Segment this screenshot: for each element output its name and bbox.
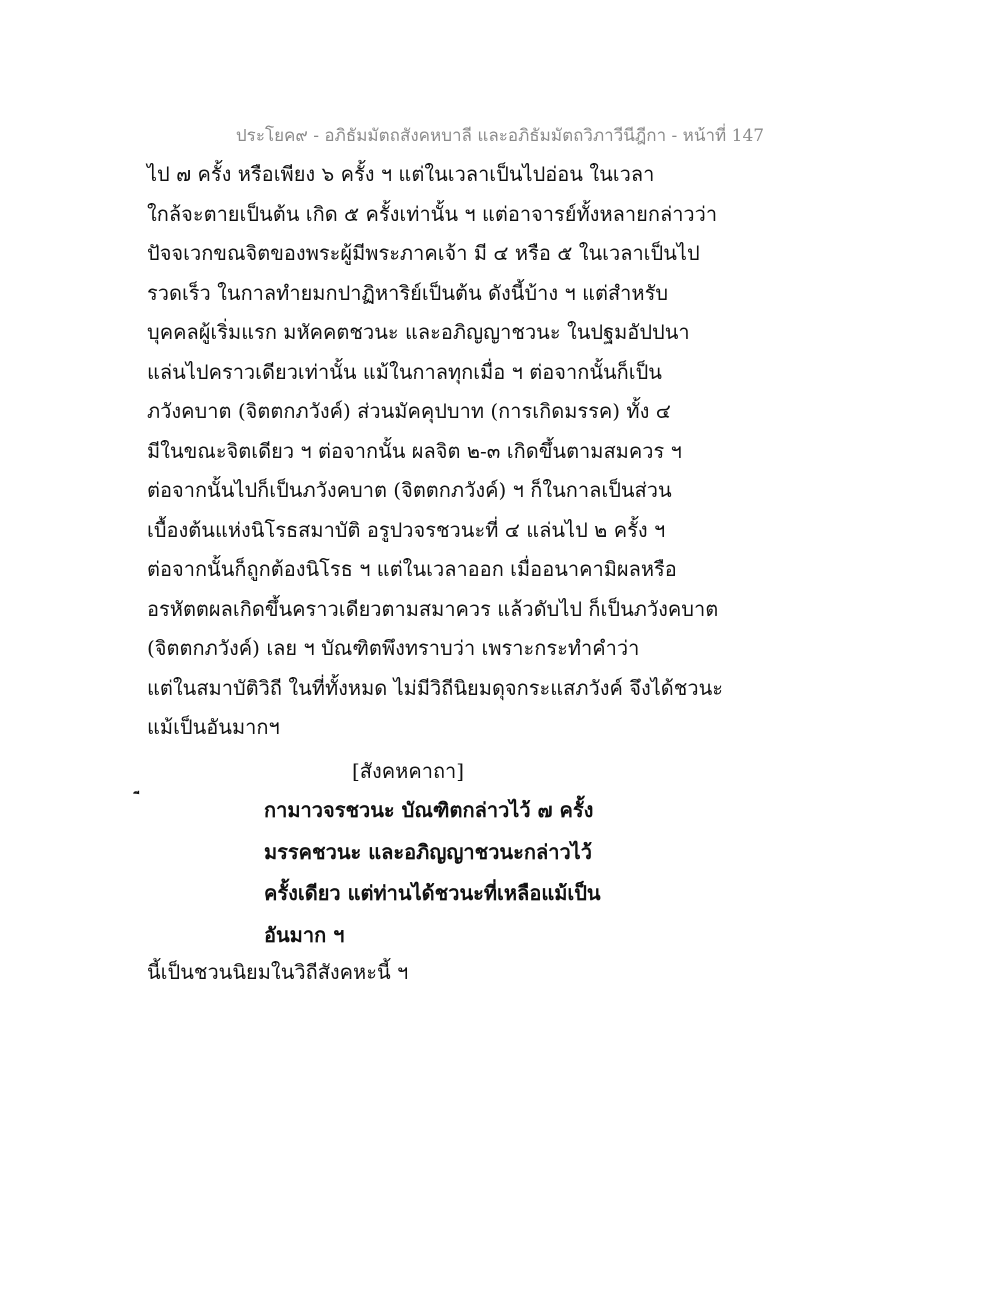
body-line: แต่ในสมาบัติวิถี ในที่ทั้งหมด ไม่มีวิถีนิยมดุจกระแสภวังค์ จึงได้ชวนะ [147, 675, 724, 700]
body-line: อรหัตตผลเกิดขึ้นคราวเดียวตามสมาควร แล้วดับไป ก็เป็นภวังคบาต [147, 596, 719, 621]
body-line: แม้เป็นอันมากฯ [147, 715, 280, 739]
body-line: ต่อจากนั้นก็ถูกต้องนิโรธ ฯ แต่ในเวลาออก เมื่ออนาคามิผลหรือ [147, 557, 677, 581]
body-line: ต่อจากนั้นไปก็เป็นภวังคบาต (จิตตกภวังค์) ฯ ก็ในกาลเป็นส่วน [147, 478, 672, 502]
body-line: ปัจจเวกขณจิตของพระผู้มีพระภาคเจ้า มี ๔ หรือ ๕ ในเวลาเป็นไป [147, 241, 700, 265]
verse-line: อันมาก ฯ [264, 922, 345, 947]
body-line: ใกล้จะตายเป็นต้น เกิด ๕ ครั้งเท่านั้น ฯ แต่อาจารย์ทั้งหลายกล่าวว่า [147, 201, 718, 226]
verse-line: ครั้งเดียว แต่ท่านได้ชวนะที่เหลือแม้เป็น [264, 881, 601, 905]
verse-line: มรรคชวนะ และอภิญญาชวนะกล่าวไว้ [264, 839, 592, 864]
body-line: บุคคลผู้เริ่มแรก มหัคคตชวนะ และอภิญญาชวนะ ในปฐมอัปปนา [147, 320, 690, 344]
body-line: (จิตตกภวังค์) เลย ฯ บัณฑิตพึงทราบว่า เพราะกระทำคำว่า [147, 636, 640, 660]
body-line: เบื้องต้นแห่งนิโรธสมาบัติ อรูปวจรชวนะที่ ๔ แล่นไป ๒ ครั้ง ฯ [147, 517, 666, 542]
body-line: ไป ๗ ครั้ง หรือเพียง ๖ ครั้ง ฯ แต่ในเวลาเป็นไปอ่อน ในเวลา [147, 162, 655, 186]
verse-block [264, 790, 664, 956]
body-line: แล่นไปคราวเดียวเท่านั้น แม้ในกาลทุกเมื่อ ฯ ต่อจากนั้นก็เป็น [147, 359, 662, 384]
body-line: มีในขณะจิตเดียว ฯ ต่อจากนั้น ผลจิต ๒-๓ เกิดขึ้นตามสมควร ฯ [147, 438, 682, 463]
body-line: รวดเร็ว ในกาลทำยมกปาฏิหาริย์เป็นต้น ดังนี้บ้าง ฯ แต่สำหรับ [147, 280, 669, 305]
body-line: ภวังคบาต (จิตตกภวังค์) ส่วนมัคคุปบาท (การเกิดมรรค) ทั้ง ๔ [147, 399, 671, 423]
verse-heading: [สังคหคาถา] [352, 759, 465, 783]
running-header: ประโยค๙ - อภิธัมมัตถสังคหบาลี และอภิธัมมัตถวิภาวีนีฎีกา - หน้าที่ 147 [235, 126, 765, 146]
verse-line: กามาวจรชวนะ บัณฑิตกล่าวไว้ ๗ ครั้ง [264, 798, 594, 822]
body-paragraph [147, 155, 747, 748]
closing-line: นี้เป็นชวนนิยมในวิถีสังคหะนี้ ฯ [147, 960, 409, 984]
